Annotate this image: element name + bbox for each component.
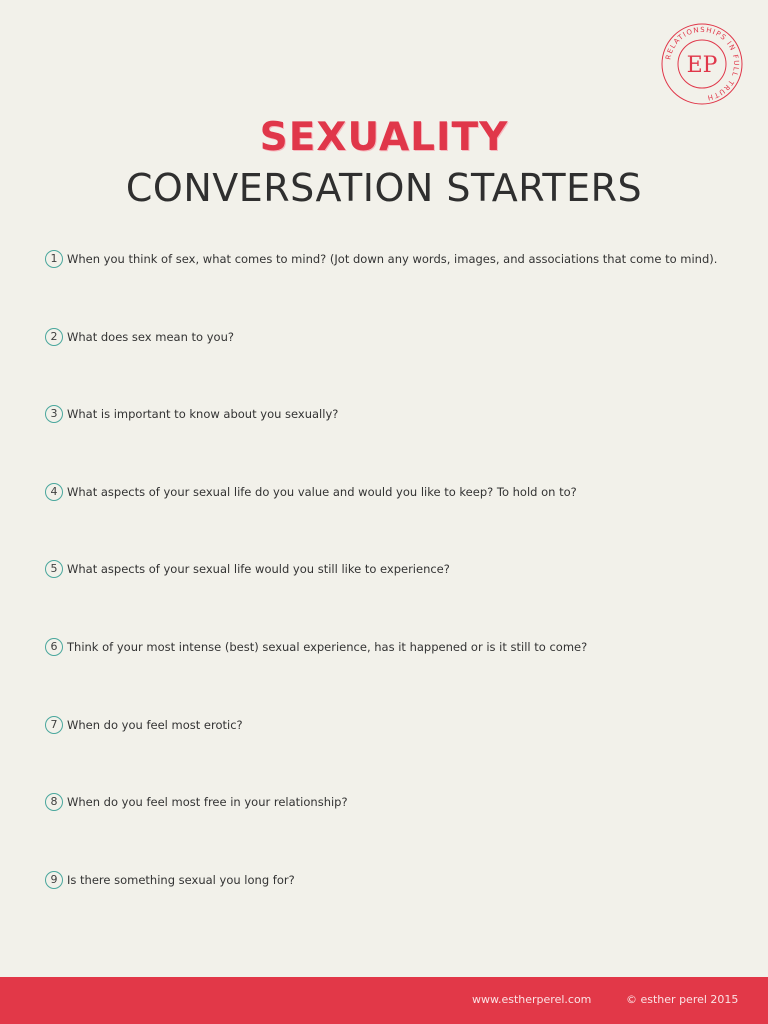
question-number-badge: 3 [45,405,63,423]
question-number-badge: 4 [45,483,63,501]
title-block [0,112,768,212]
ep-seal-logo [660,22,744,106]
logo-ring-text: RELATIONSHIPS IN FULL TRUTH [664,25,741,102]
question-text: Think of your most intense (best) sexual experience, has it happened or is it still to come? [67,639,588,654]
question-item [45,405,745,483]
copyright-notice: © esther perel 2015 [626,993,739,1006]
page-subtitle: CONVERSATION STARTERS [125,166,643,210]
question-number-badge: 9 [45,871,63,889]
question-number-badge: 7 [45,716,63,734]
question-number-badge: 2 [45,328,63,346]
website-link[interactable]: www.estherperel.com [472,993,592,1006]
question-text: What aspects of your sexual life would you still like to experience? [67,562,450,577]
question-number-badge: 8 [45,793,63,811]
question-item [45,871,745,949]
footer-bar [0,977,768,1024]
question-text: When you think of sex, what comes to mind? (Jot down any words, images, and associations that come to mind). [67,252,718,266]
question-item [45,328,745,406]
question-text: Is there something sexual you long for? [67,872,295,887]
question-item [45,716,745,794]
question-item [45,638,745,716]
question-number-badge: 1 [45,250,63,268]
question-text: When do you feel most free in your relationship? [67,795,348,810]
question-list [45,250,745,948]
question-item [45,483,745,561]
question-item [45,560,745,638]
page-title: SEXUALITY [259,115,509,160]
question-item [45,250,745,328]
question-number-badge: 5 [45,560,63,578]
logo-monogram: EP [686,53,718,78]
question-text: When do you feel most erotic? [67,717,243,732]
question-text: What is important to know about you sexually? [67,407,339,422]
question-item [45,793,745,871]
question-number-badge: 6 [45,638,63,656]
question-text: What does sex mean to you? [67,329,234,344]
question-text: What aspects of your sexual life do you value and would you like to keep? To hold on to? [67,484,577,499]
